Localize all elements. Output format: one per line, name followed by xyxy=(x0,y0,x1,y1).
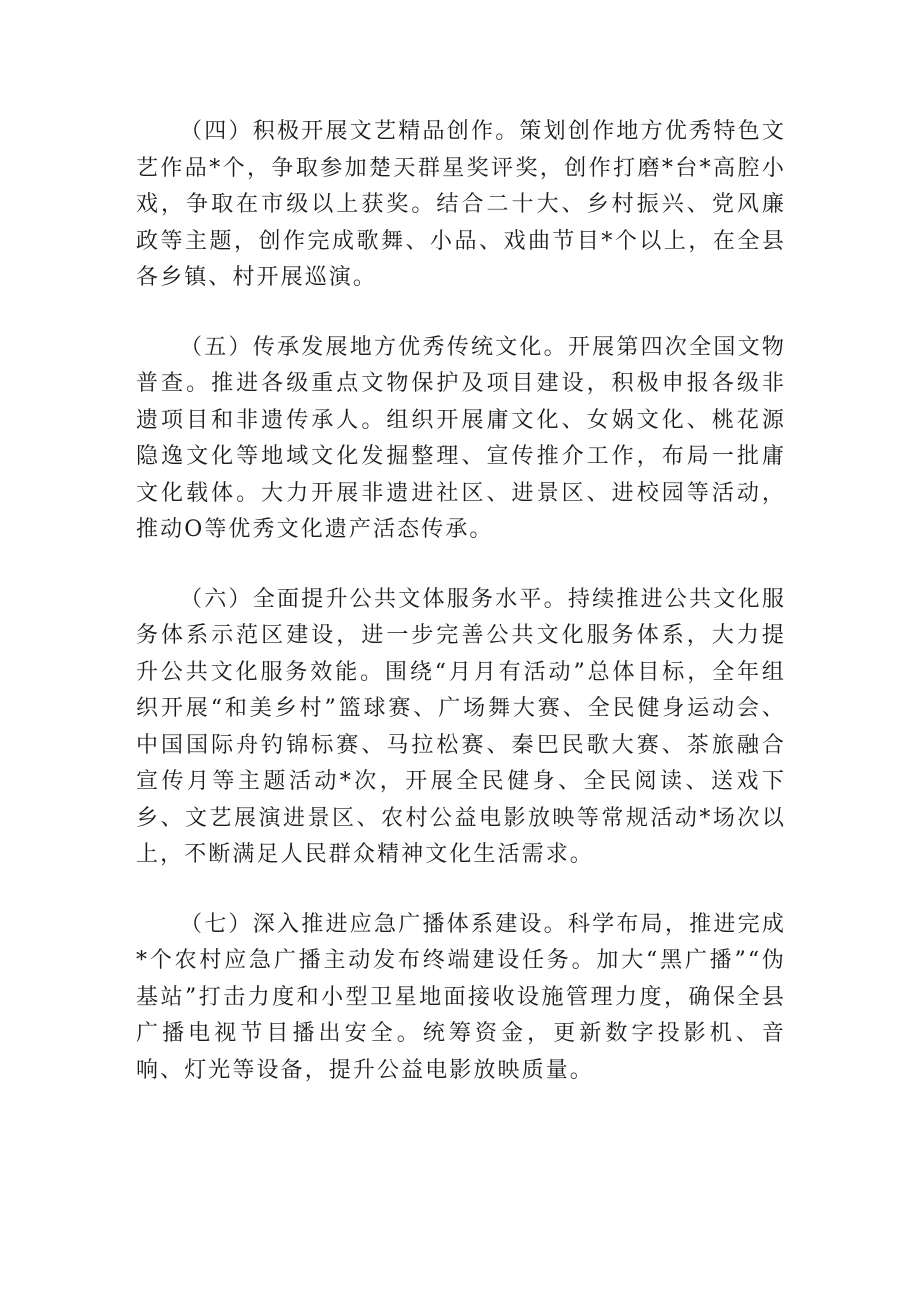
paragraph-6-public-services: （六）全面提升公共文体服务水平。持续推进公共文化服务体系示范区建设，进一步完善公共文化服务体系，大力提升公共文化服务效能。围绕“月月有活动”总体目标，全年组织开展“和美乡村”篮球赛、广场舞大赛、全民健身运动会、中国国际舟钓锦标赛、马拉松赛、秦巴民歌大赛、茶旅融合宣传月等主题活动*次，开展全民健身、全民阅读、送戏下乡、文艺展演进景区、农村公益电影放映等常规活动*场次以上，不断满足人民群众精神文化生活需求。 xyxy=(136,586,786,867)
paragraph-4-arts-creation: （四）积极开展文艺精品创作。策划创作地方优秀特色文艺作品*个，争取参加楚天群星奖评奖，创作打磨*台*高腔小戏，争取在市级以上获奖。结合二十大、乡村振兴、党风廉政等主题，创作完成歌舞、小品、戏曲节目*个以上，在全县各乡镇、村开展巡演。 xyxy=(136,119,786,290)
document-body xyxy=(136,114,786,1089)
paragraph-5-traditional-culture: （五）传承发展地方优秀传统文化。开展第四次全国文物普查。推进各级重点文物保护及项目建设，积极申报各级非遗项目和非遗传承人。组织开展庸文化、女娲文化、桃花源隐逸文化等地域文化发掘整理、宣传推介工作，布局一批庸文化载体。大力开展非遗进社区、进景区、进校园等活动，推动O等优秀文化遗产活态传承。 xyxy=(136,334,786,542)
paragraph-7-emergency-broadcast: （七）深入推进应急广播体系建设。科学布局，推进完成*个农村应急广播主动发布终端建设任务。加大“黑广播”“伪基站”打击力度和小型卫星地面接收设施管理力度，确保全县广播电视节目播出安全。统筹资金，更新数字投影机、音响、灯光等设备，提升公益电影放映质量。 xyxy=(136,911,786,1083)
